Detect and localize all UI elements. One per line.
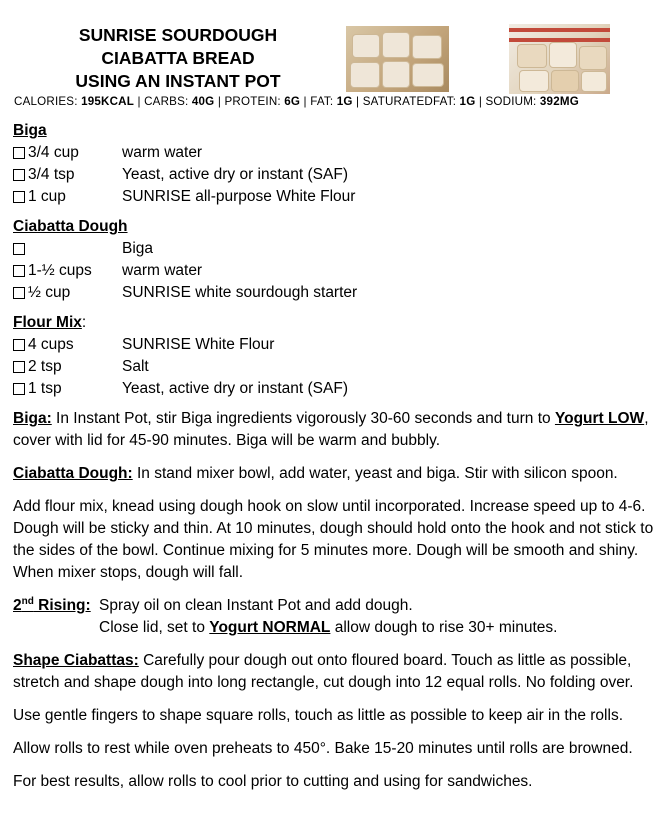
second-rising-label: 2nd Rising: bbox=[13, 595, 91, 614]
dough-ingredients bbox=[13, 238, 661, 304]
knead-instruction: Add flour mix, knead using dough hook on slow until incorporated. Increase speed up to 4-6. Dough will be sticky and thin. At 10 minutes, dough should hold onto the hook and not stick to the sides of the bowl. Continue mixing for 5 minutes more. Dough will be smooth and shiny. When mixer stops, dough will fall. bbox=[13, 498, 654, 581]
shape-instruction-label: Shape Ciabattas: bbox=[13, 652, 139, 669]
ingredient-qty: 1 cup bbox=[28, 188, 66, 205]
ingredient-name: SUNRISE all-purpose White Flour bbox=[122, 188, 356, 205]
checkbox[interactable] bbox=[13, 361, 25, 373]
baked-rolls-photo bbox=[509, 24, 610, 94]
carbs-label: CARBS: bbox=[144, 95, 189, 108]
checkbox[interactable] bbox=[13, 191, 25, 203]
second-rising-instruction bbox=[13, 595, 661, 639]
shape-instruction: Shape Ciabattas: Carefully pour dough out onto floured board. Touch as little as possible, stretch and shape dough into long rectangle, cut dough into 12 equal rolls. No folding over. bbox=[13, 652, 634, 691]
calories-label: CALORIES: bbox=[14, 95, 78, 108]
fat-label: FAT: bbox=[310, 95, 334, 108]
ingredient-name: warm water bbox=[122, 262, 203, 279]
ingredient-qty: 1 tsp bbox=[28, 380, 62, 397]
dough-instruction: Ciabatta Dough: In stand mixer bowl, add water, yeast and biga. Stir with silicon spoon. bbox=[13, 465, 618, 482]
ingredient-qty: ½ cup bbox=[28, 284, 71, 301]
ingredient-item bbox=[13, 142, 661, 164]
ciabatta-dough-heading: Ciabatta Dough bbox=[13, 218, 128, 235]
ingredient-name: SUNRISE White Flour bbox=[122, 336, 275, 353]
ingredient-item bbox=[13, 260, 661, 282]
checkbox[interactable] bbox=[13, 169, 25, 181]
ingredient-name: Yeast, active dry or instant (SAF) bbox=[122, 166, 348, 183]
dough-instruction-label: Ciabatta Dough: bbox=[13, 465, 133, 482]
recipe-body bbox=[13, 120, 661, 804]
title-line-2: CIABATTA BREAD bbox=[101, 48, 255, 68]
checkbox[interactable] bbox=[13, 243, 25, 255]
ingredient-name: Salt bbox=[122, 358, 149, 375]
rising-line-2: Close lid, set to Yogurt NORMAL allow dough to rise 30+ minutes. bbox=[99, 619, 558, 636]
checkbox[interactable] bbox=[13, 147, 25, 159]
ingredient-qty: 4 cups bbox=[28, 336, 74, 353]
ingredient-qty: 2 tsp bbox=[28, 358, 62, 375]
biga-ingredients bbox=[13, 142, 661, 208]
ingredient-item bbox=[13, 238, 661, 260]
ingredient-item bbox=[13, 186, 661, 208]
recipe-title bbox=[58, 24, 298, 93]
checkbox[interactable] bbox=[13, 287, 25, 299]
carbs-value: 40G bbox=[191, 95, 215, 108]
bake-instruction: Allow rolls to rest while oven preheats to 450°. Bake 15-20 minutes until rolls are browned. bbox=[13, 740, 633, 757]
fat-value: 1G bbox=[336, 95, 353, 108]
yogurt-normal-setting: Yogurt NORMAL bbox=[209, 619, 331, 636]
cool-instruction: For best results, allow rolls to cool prior to cutting and using for sandwiches. bbox=[13, 773, 533, 790]
title-line-1: SUNRISE SOURDOUGH bbox=[78, 25, 278, 45]
dough-rectangles-photo bbox=[346, 26, 449, 92]
ingredient-qty: 1-½ cups bbox=[28, 262, 92, 279]
ingredient-item bbox=[13, 164, 661, 186]
flour-ingredients bbox=[13, 334, 661, 400]
calories-value: 195KCAL bbox=[81, 95, 135, 108]
checkbox[interactable] bbox=[13, 383, 25, 395]
ingredient-qty: 3/4 cup bbox=[28, 144, 79, 161]
biga-instruction: Biga: In Instant Pot, stir Biga ingredients vigorously 30-60 seconds and turn to Yogurt LOW, cover with lid for 45-90 minutes. Biga will be warm and bubbly. bbox=[13, 410, 649, 449]
biga-heading: Biga bbox=[13, 122, 47, 139]
yogurt-low-setting: Yogurt LOW bbox=[554, 410, 645, 427]
flour-mix-heading: Flour Mix bbox=[13, 314, 82, 331]
flour-mix-heading-row bbox=[13, 312, 661, 334]
ingredient-item bbox=[13, 334, 661, 356]
ingredient-qty: 3/4 tsp bbox=[28, 166, 75, 183]
sodium-label: SODIUM: bbox=[485, 95, 537, 108]
biga-instruction-label: Biga: bbox=[13, 410, 52, 427]
heading-colon: : bbox=[81, 314, 87, 331]
checkbox[interactable] bbox=[13, 339, 25, 351]
ingredient-name: warm water bbox=[122, 144, 203, 161]
protein-label: PROTEIN: bbox=[224, 95, 281, 108]
title-line-3: USING AN INSTANT POT bbox=[75, 71, 281, 91]
protein-value: 6G bbox=[284, 95, 301, 108]
ingredient-name: Biga bbox=[122, 240, 154, 257]
checkbox[interactable] bbox=[13, 265, 25, 277]
ingredient-name: Yeast, active dry or instant (SAF) bbox=[122, 380, 348, 397]
ingredient-item bbox=[13, 356, 661, 378]
ingredient-item bbox=[13, 282, 661, 304]
ingredient-item bbox=[13, 378, 661, 400]
satfat-value: 1G bbox=[459, 95, 476, 108]
gentle-instruction: Use gentle fingers to shape square rolls, touch as little as possible to keep air in the rolls. bbox=[13, 707, 623, 724]
ingredient-name: SUNRISE white sourdough starter bbox=[122, 284, 358, 301]
nutrition-facts: CALORIES: 195KCAL | CARBS: 40G | PROTEIN: 6G | FAT: 1G | SATURATEDFAT: 1G | SODIUM: 392MG bbox=[14, 95, 579, 108]
rising-line-1: Spray oil on clean Instant Pot and add dough. bbox=[99, 597, 413, 614]
satfat-label: SATURATEDFAT: bbox=[362, 95, 457, 108]
sodium-value: 392MG bbox=[539, 95, 579, 108]
